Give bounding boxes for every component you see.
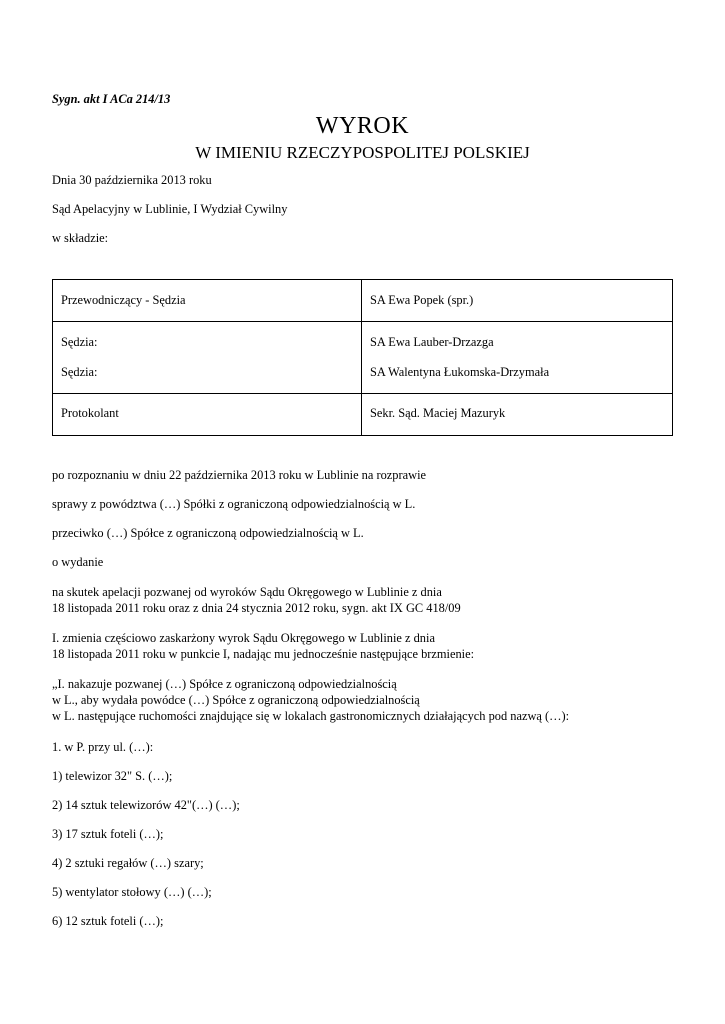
paragraph-order-line3: w L. następujące ruchomości znajdujące się w lokalach gastronomicznych działających pod nazwą (…): bbox=[52, 709, 570, 723]
document-subtitle: W IMIENIU RZECZYPOSPOLITEJ POLSKIEJ bbox=[195, 143, 530, 162]
paragraph-claimant: sprawy z powództwa (…) Spółki z ograniczoną odpowiedzialnością w L. bbox=[52, 497, 416, 511]
panel-row-judges bbox=[53, 322, 673, 394]
judge1-label: Sędzia: bbox=[61, 335, 98, 349]
paragraph-order-line1: „I. nakazuje pozwanej (…) Spółce z ograniczoną odpowiedzialnością bbox=[52, 677, 397, 691]
document-title bbox=[0, 113, 725, 140]
presiding-label-text: Przewodniczący - Sędzia bbox=[61, 293, 186, 307]
list-item: 1) telewizor 32" S. (…); bbox=[52, 769, 173, 783]
paragraph-ruling-line2: 18 listopada 2011 roku w punkcie I, nadając mu jednocześnie następujące brzmienie: bbox=[52, 647, 475, 661]
list-item: 5) wentylator stołowy (…) (…); bbox=[52, 885, 212, 899]
clerk-name bbox=[362, 394, 673, 436]
judgment-date: Dnia 30 października 2013 roku bbox=[52, 173, 212, 187]
case-signature: Sygn. akt I ACa 214/13 bbox=[52, 92, 171, 106]
paragraph-order-line2: w L., aby wydała powódce (…) Spółce z ograniczoną odpowiedzialnością bbox=[52, 693, 420, 707]
judge2-name: SA Walentyna Łukomska-Drzymała bbox=[370, 365, 550, 379]
judges-labels bbox=[53, 322, 362, 394]
paragraph-defendant: przeciwko (…) Spółce z ograniczoną odpowiedzialnością w L. bbox=[52, 526, 364, 540]
panel-row-presiding bbox=[53, 280, 673, 322]
panel-table bbox=[52, 279, 673, 436]
list-item: 4) 2 sztuki regałów (…) szary; bbox=[52, 856, 204, 870]
presiding-label bbox=[53, 280, 362, 322]
paragraph-ruling-line1: I. zmienia częściowo zaskarżony wyrok Sądu Okręgowego w Lublinie z dnia bbox=[52, 631, 435, 645]
list-item: 6) 12 sztuk foteli (…); bbox=[52, 914, 164, 928]
clerk-label-text: Protokolant bbox=[61, 406, 119, 420]
judge1-name: SA Ewa Lauber-Drzazga bbox=[370, 335, 494, 349]
clerk-label bbox=[53, 394, 362, 436]
location-heading: 1. w P. przy ul. (…): bbox=[52, 740, 154, 754]
panel-row-clerk bbox=[53, 394, 673, 436]
paragraph-appeal-line2: 18 listopada 2011 roku oraz z dnia 24 stycznia 2012 roku, sygn. akt IX GC 418/09 bbox=[52, 601, 461, 615]
paragraph-hearing: po rozpoznaniu w dniu 22 października 2013 roku w Lublinie na rozprawie bbox=[52, 468, 427, 482]
list-item: 2) 14 sztuk telewizorów 42"(…) (…); bbox=[52, 798, 240, 812]
judge2-label: Sędzia: bbox=[61, 365, 98, 379]
presiding-name bbox=[362, 280, 673, 322]
paragraph-subject: o wydanie bbox=[52, 555, 104, 569]
clerk-name-text: Sekr. Sąd. Maciej Mazuryk bbox=[370, 406, 506, 420]
judges-names bbox=[362, 322, 673, 394]
list-item: 3) 17 sztuk foteli (…); bbox=[52, 827, 164, 841]
composition-label: w składzie: bbox=[52, 231, 109, 245]
court-name: Sąd Apelacyjny w Lublinie, I Wydział Cywilny bbox=[52, 202, 288, 216]
paragraph-appeal-line1: na skutek apelacji pozwanej od wyroków Sądu Okręgowego w Lublinie z dnia bbox=[52, 585, 442, 599]
presiding-name-text: SA Ewa Popek (spr.) bbox=[370, 293, 474, 307]
document-title-text: WYROK bbox=[315, 113, 410, 139]
